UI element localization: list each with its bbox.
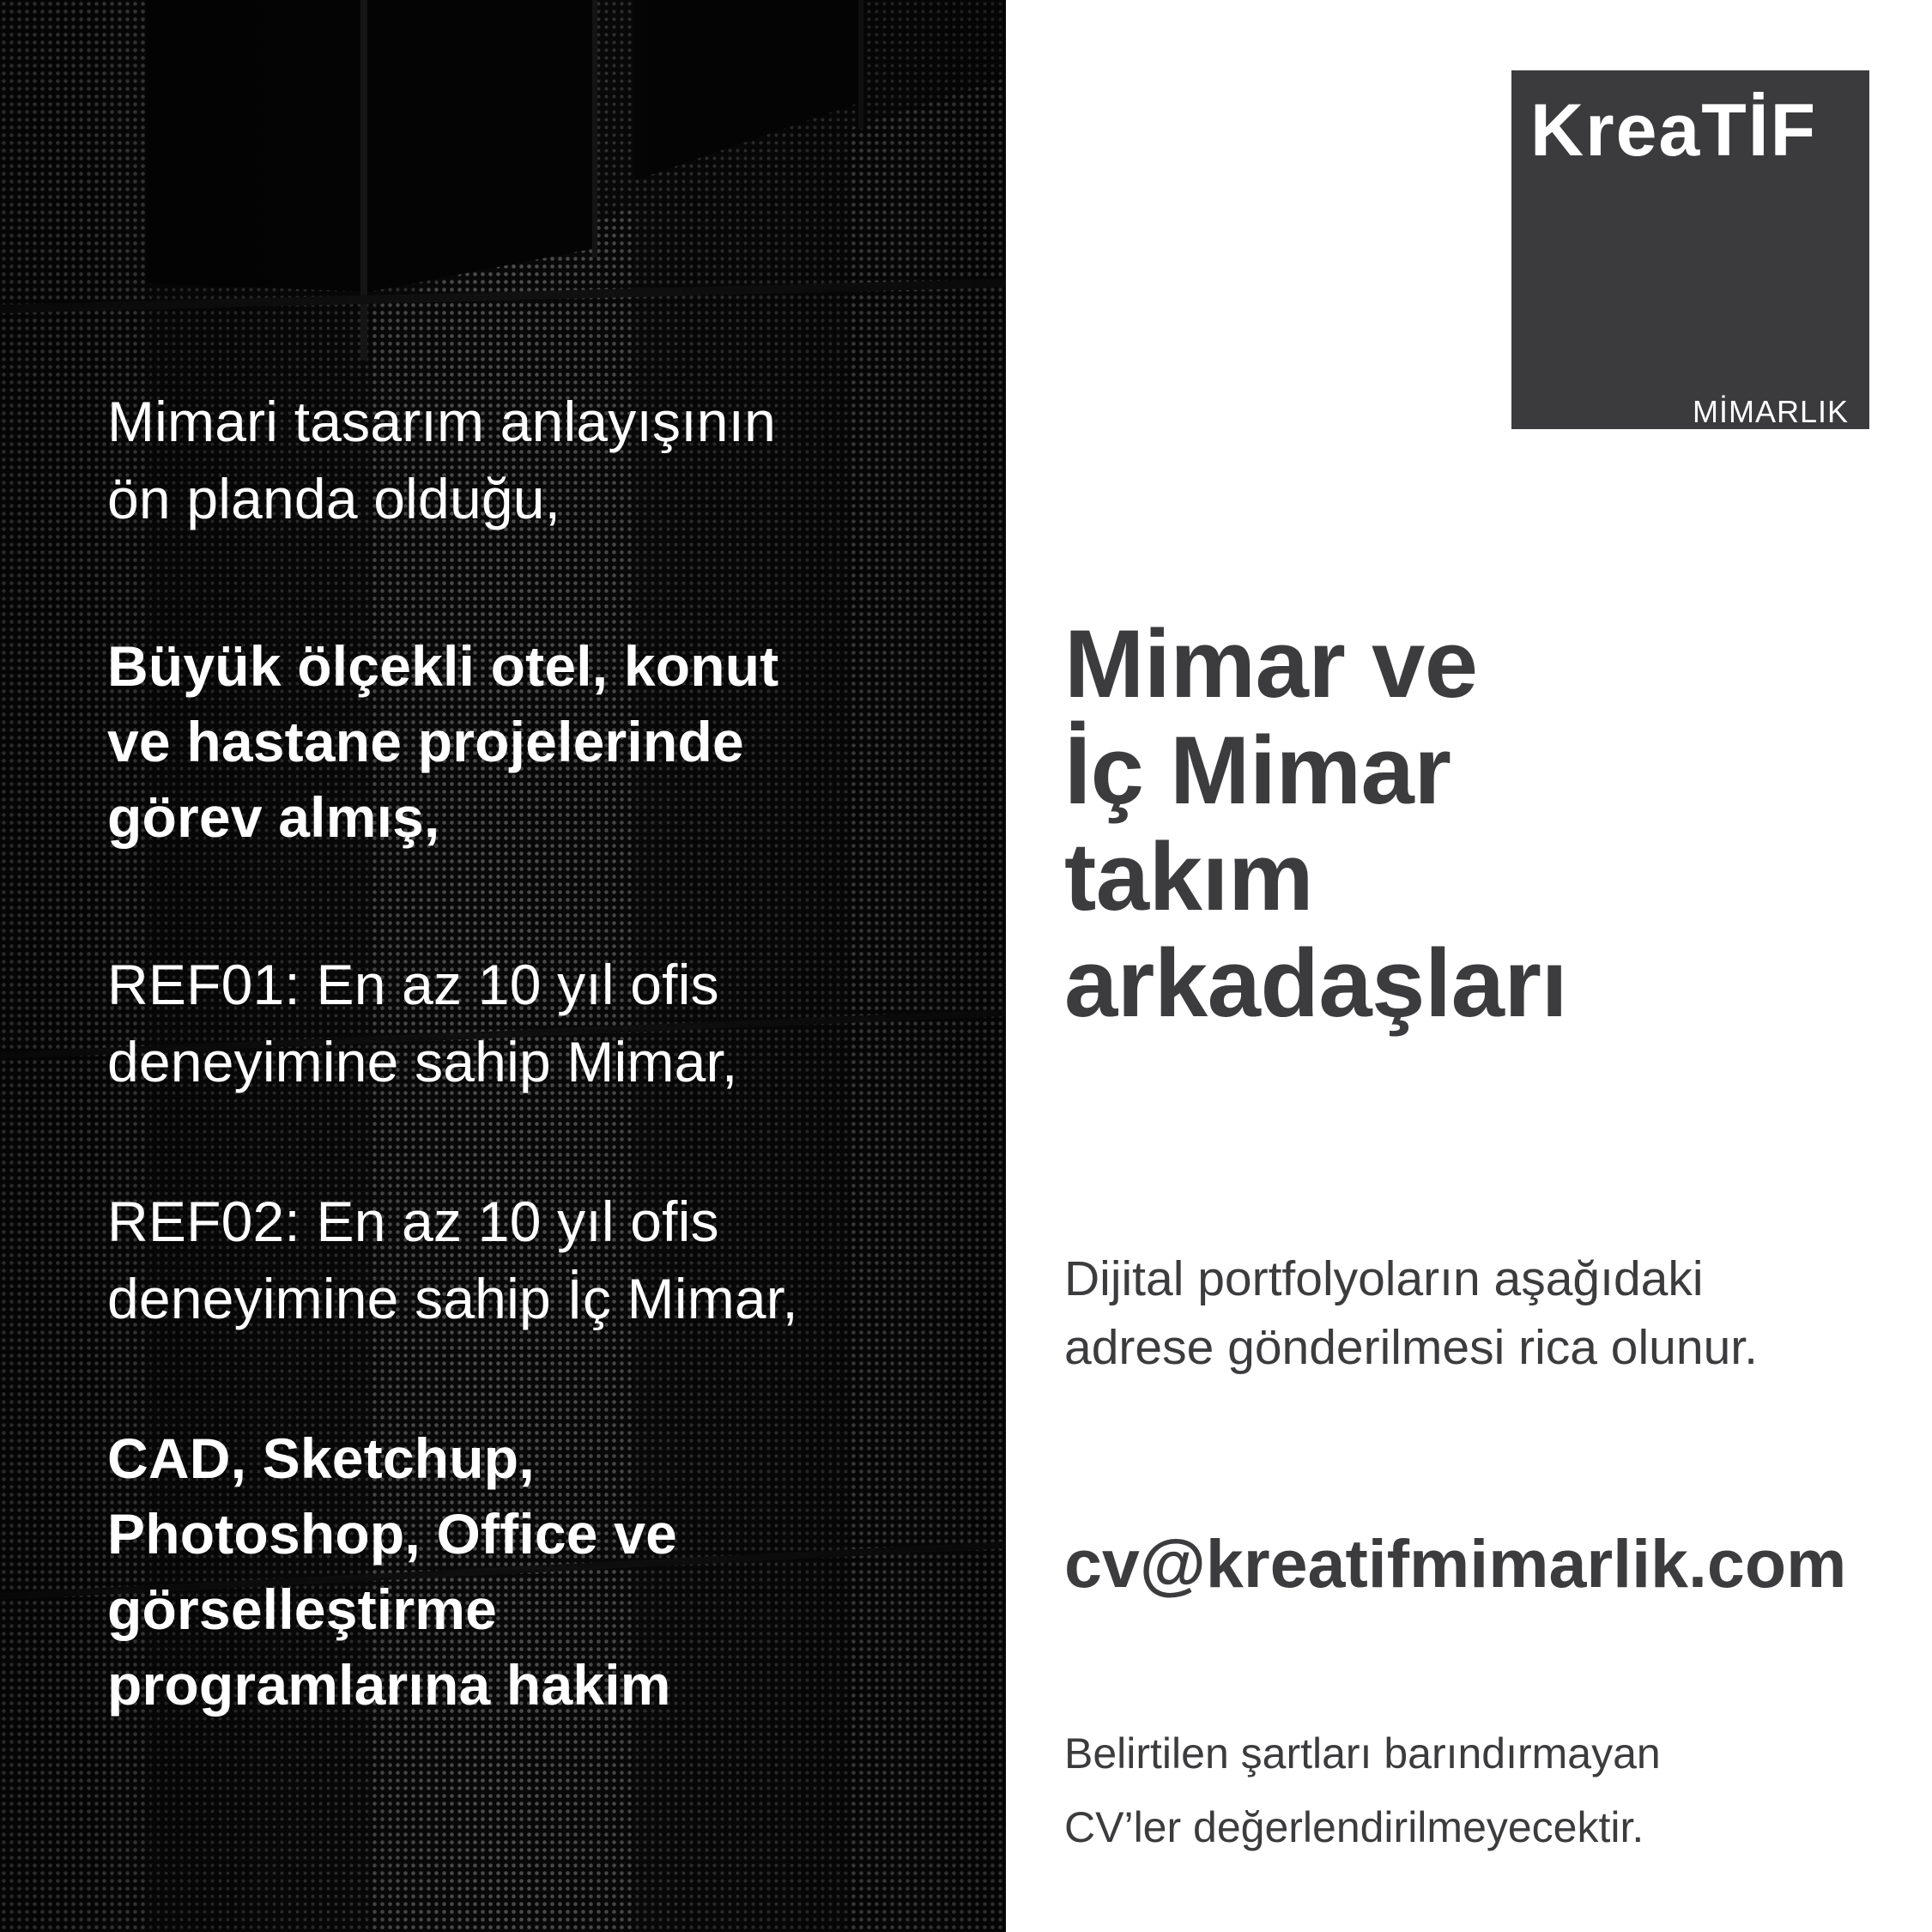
instructions-line-1: Dijital portfolyoların aşağıdaki (1064, 1251, 1704, 1306)
ref02-line-1: REF02: En az 10 yıl ofis (107, 1190, 719, 1253)
software-requirement (107, 1420, 966, 1723)
experience-line-2: ve hastane projelerinde (107, 710, 744, 773)
headline-line-1: Mimar ve (1064, 610, 1478, 718)
software-line-1: CAD, Sketchup, (107, 1426, 535, 1490)
ref01-line-2: deneyimine sahip Mimar, (107, 1030, 738, 1093)
contact-email[interactable]: cv@kreatifmimarlik.com (1064, 1525, 1847, 1602)
experience-line-3: görev almış, (107, 785, 440, 849)
note-line-2: CV’ler değerlendirilmeyecektir. (1064, 1803, 1644, 1851)
software-line-4: programlarına hakim (107, 1653, 671, 1717)
headline-line-2: İç Mimar (1064, 717, 1451, 824)
application-instructions (1064, 1245, 1880, 1382)
intro-line-2: ön planda olduğu, (107, 467, 561, 530)
headline-line-4: arkadaşları (1064, 930, 1568, 1037)
logo-wordmark: KreaTİF (1530, 89, 1818, 172)
ref02-requirement (107, 1183, 983, 1337)
intro-line-1: Mimari tasarım anlayışının (107, 390, 777, 453)
software-line-3: görselleştirme (107, 1578, 498, 1641)
page-title (1064, 611, 1567, 1037)
experience-line-1: Büyük ölçekli otel, konut (107, 634, 779, 698)
logo-subtitle: MİMARLIK (1692, 394, 1849, 429)
experience-requirement (107, 628, 948, 855)
ref02-line-2: deneyimine sahip İç Mimar, (107, 1267, 798, 1330)
ref01-requirement (107, 946, 966, 1100)
headline-line-3: takım (1064, 823, 1314, 930)
software-line-2: Photoshop, Office ve (107, 1502, 678, 1566)
instructions-line-2: adrese gönderilmesi rica olunur. (1064, 1320, 1758, 1375)
intro-text (107, 383, 948, 537)
kreatif-logo (1511, 70, 1869, 429)
note-line-1: Belirtilen şartları barındırmayan (1064, 1729, 1661, 1778)
disclaimer-note (1064, 1717, 1661, 1864)
ref01-line-1: REF01: En az 10 yıl ofis (107, 953, 719, 1016)
